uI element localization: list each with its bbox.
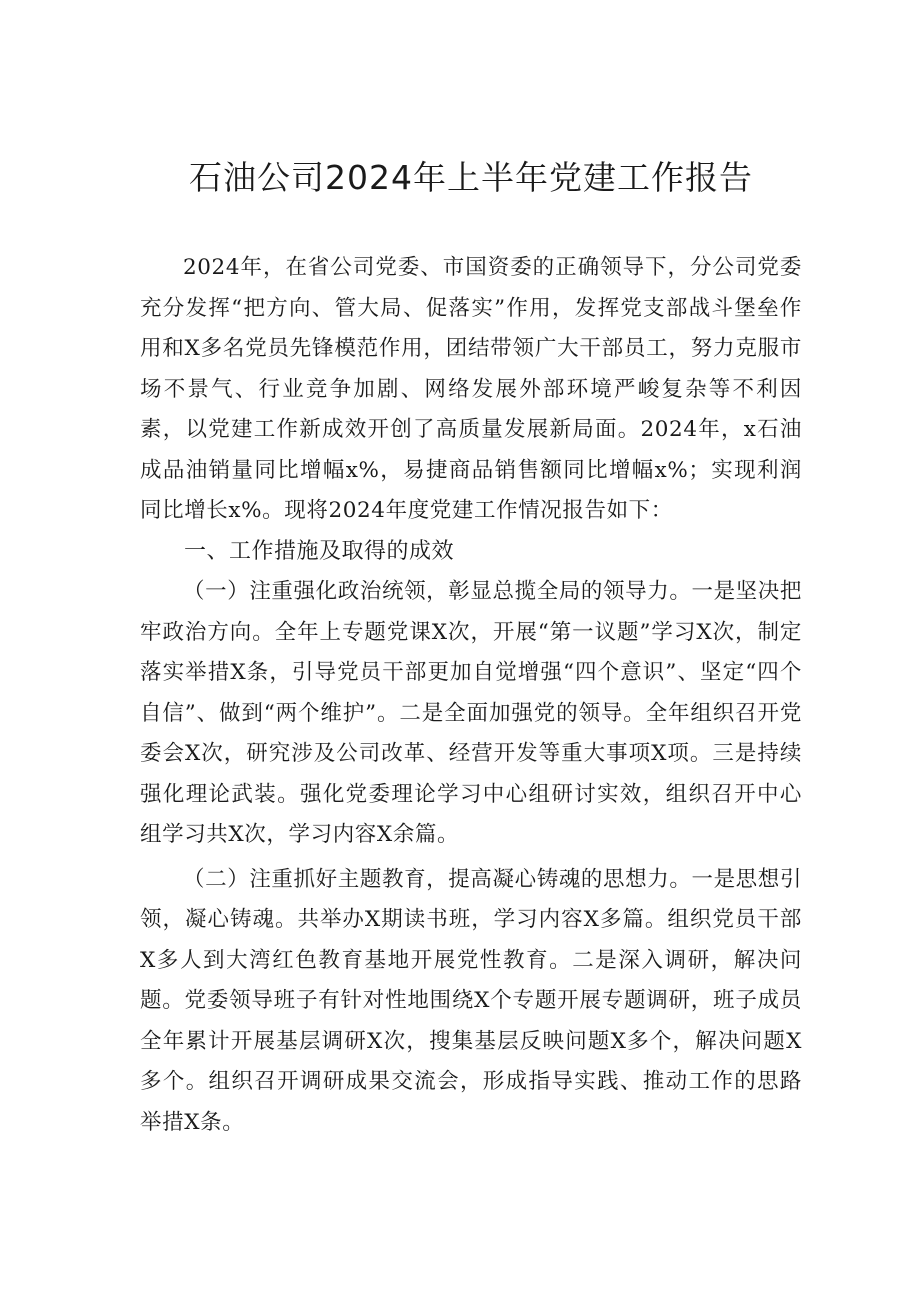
section-heading: 一、工作措施及取得的成效 (184, 538, 455, 564)
document-title: 石油公司2024年上半年党建工作报告 (189, 158, 753, 197)
subsection-paragraph-1: （一）注重强化政治统领，彰显总揽全局的领导力。一是坚决把牢政治方向。全年上专题党课X次，开展“第一议题”学习X次，制定落实举措X条，引导党员干部更加自觉增强“四个意识”、坚定“四个自信”、做到“两个维护”。二是全面加强党的领导。全年组织召开党委会X次，研究涉及公司改革、经营开发等重大事项X项。三是持续强化理论武装。强化党委理论学习中心组研讨实效，组织召开中心组学习共X次，学习内容X余篇。 (140, 579, 802, 847)
intro-paragraph: 2024年，在省公司党委、市国资委的正确领导下，分公司党委充分发挥“把方向、管大局、促落实”作用，发挥党支部战斗堡垒作用和X多名党员先锋模范作用，团结带领广大干部员工，努力克服市场不景气、行业竞争加剧、网络发展外部环境严峻复杂等不利因素，以党建工作新成效开创了高质量发展新局面。2024年，x石油成品油销量同比增幅x%，易捷商品销售额同比增幅x%；实现利润同比增长x%。现将2024年度党建工作情况报告如下： (140, 255, 802, 523)
subsection-paragraph-2: （二）注重抓好主题教育，提高凝心铸魂的思想力。一是思想引领，凝心铸魂。共举办X期读书班，学习内容X多篇。组织党员干部X多人到大湾红色教育基地开展党性教育。二是深入调研，解决问题。党委领导班子有针对性地围绕X个专题开展专题调研，班子成员全年累计开展基层调研X次，搜集基层反映问题X多个，解决问题X多个。组织召开调研成果交流会，形成指导实践、推动工作的思路举措X条。 (140, 866, 802, 1135)
